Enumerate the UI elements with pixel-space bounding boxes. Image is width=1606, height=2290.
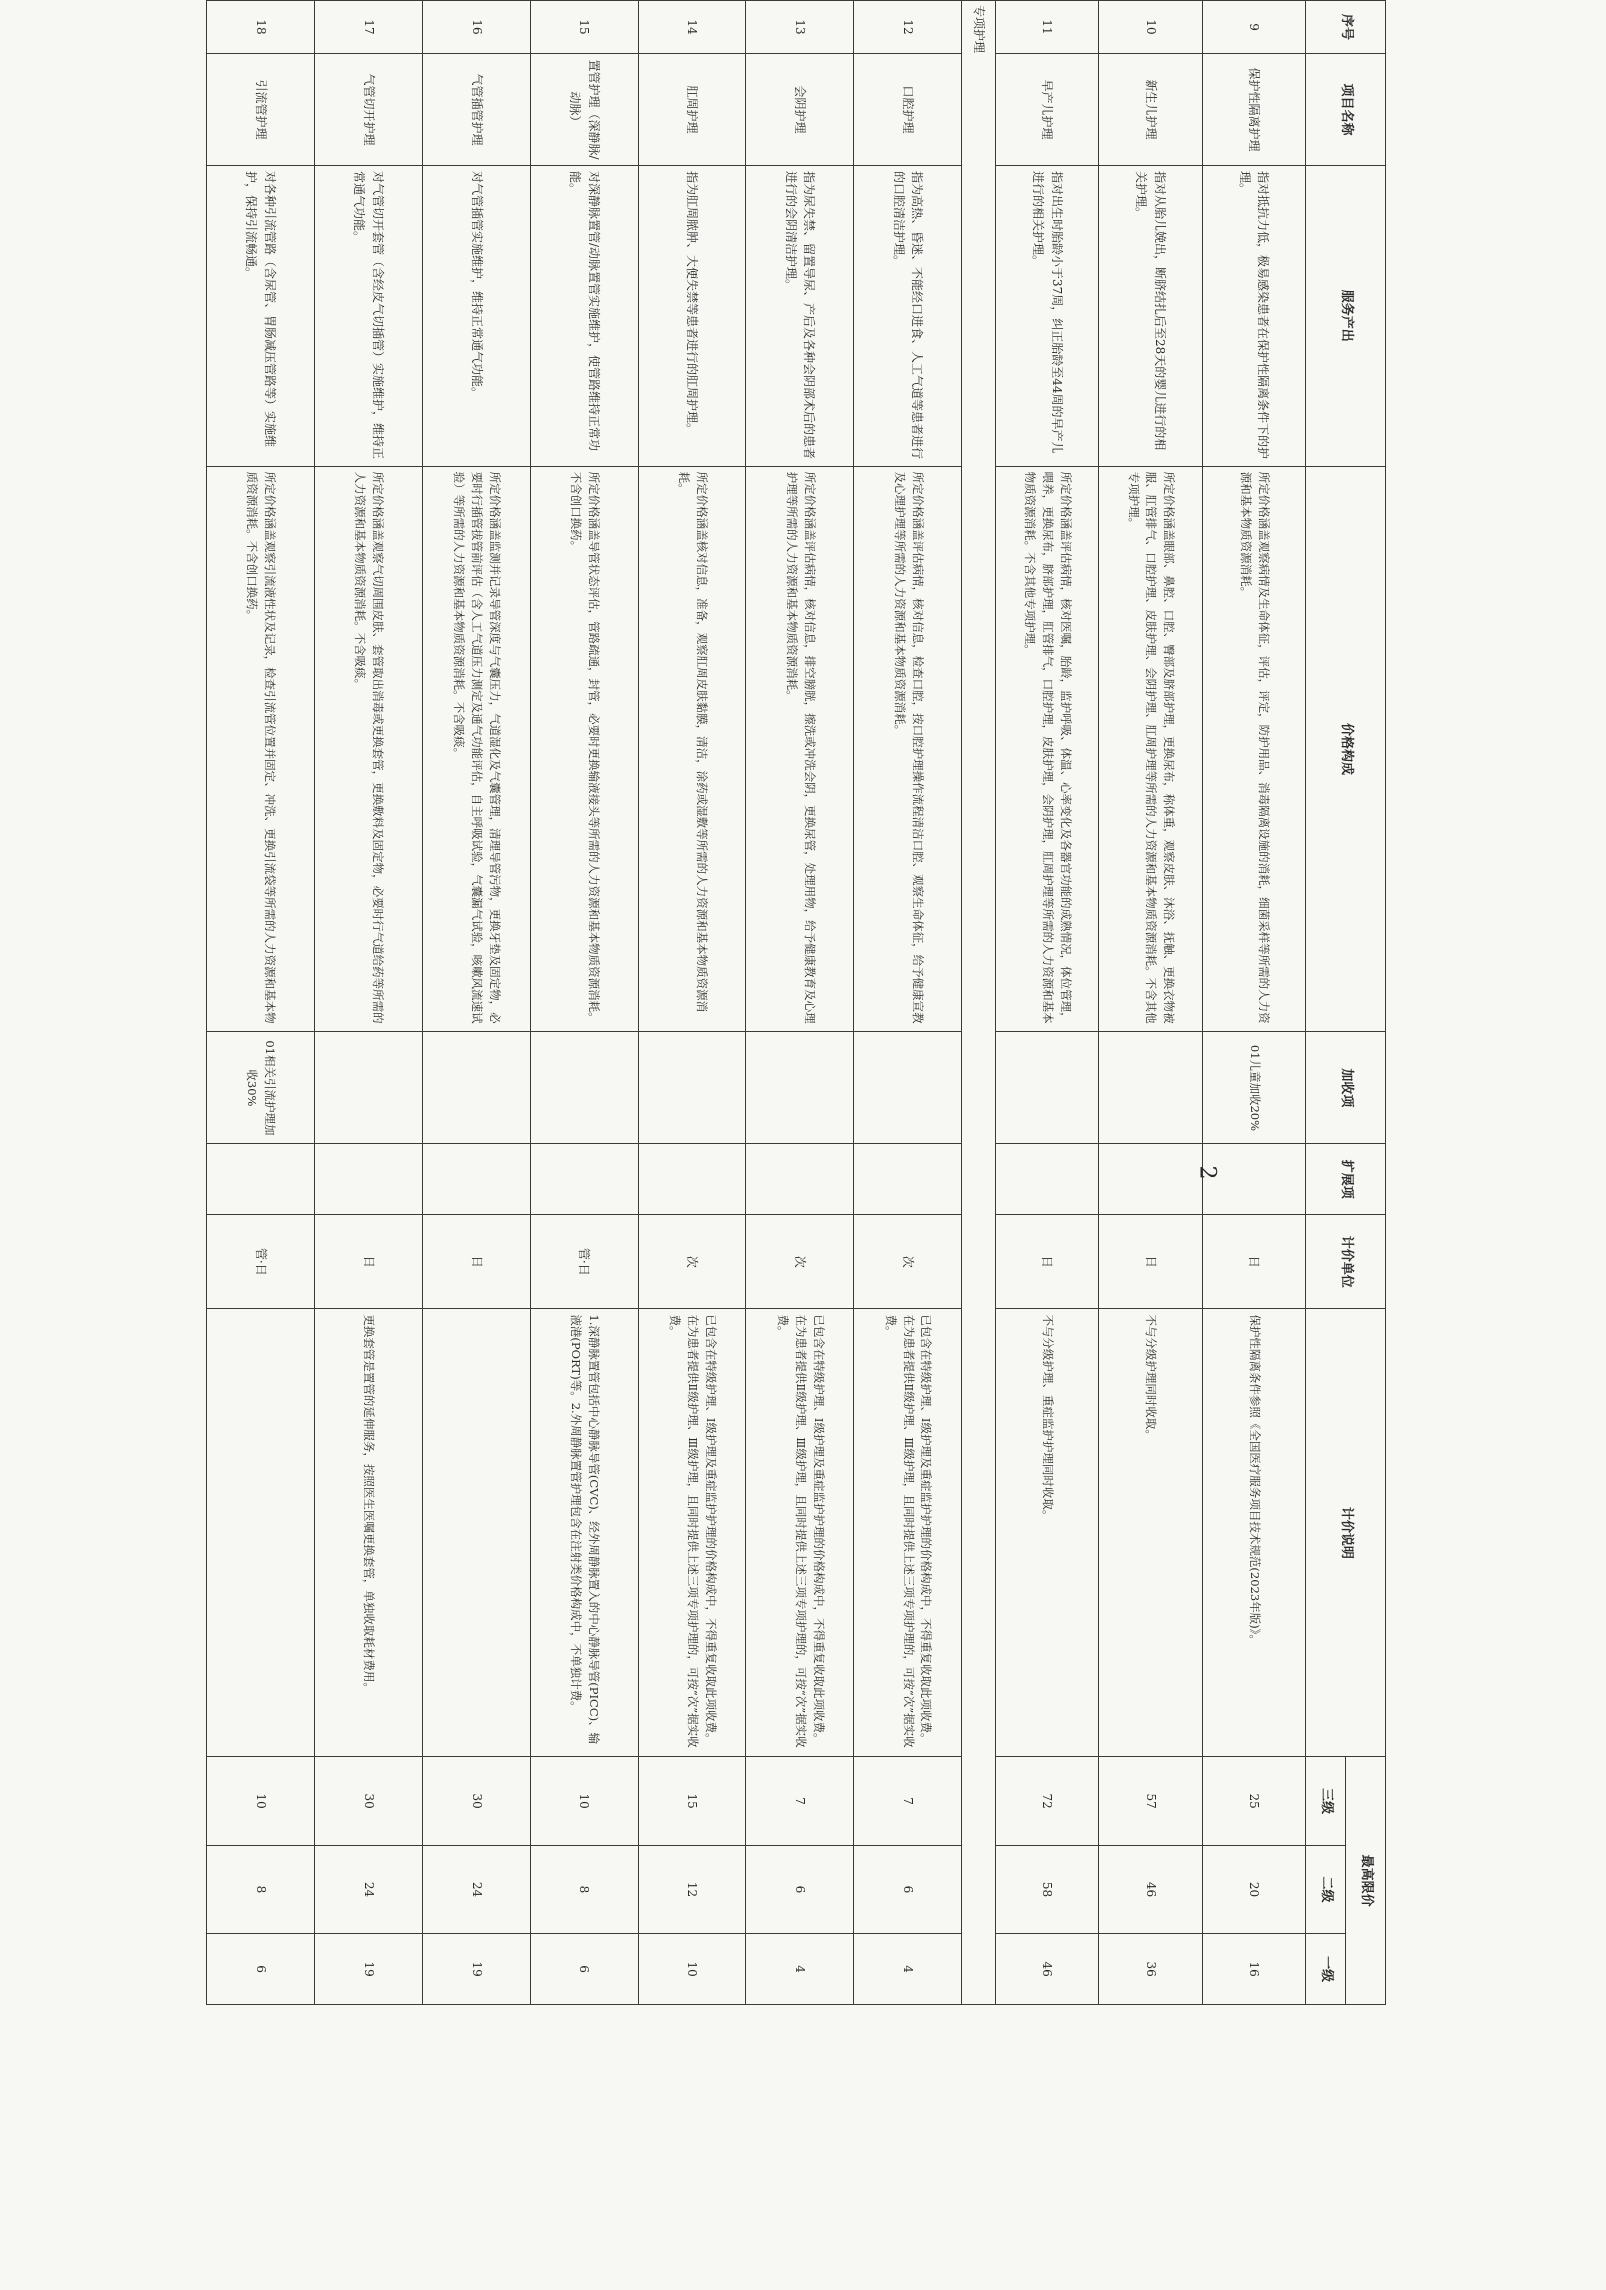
cell-composition: 所定价格涵盖监测并记录导管深度与气囊压力，气道湿化及气囊管理，清理导管污物，更换牙垫及固定物，必要时行插管拔管前评估（含人工气道压力测定及通气功能评估，自主呼吸试验，气囊漏气试验，咳嗽风流速试验）等所需的人力资源和基本物质资源消耗。不含吸痰。 xyxy=(422,466,530,1032)
cell-seq: 9 xyxy=(1202,1,1305,54)
header-addon: 加收项 xyxy=(1306,1032,1386,1144)
table-row xyxy=(207,1,315,2005)
cell-unit: 次 xyxy=(638,1215,746,1309)
table-row xyxy=(995,1,1098,2005)
cell-name: 置管护理（深静脉/动脉） xyxy=(530,54,638,166)
cell-composition: 所定价格涵盖导管状态评估，管路疏通，封管，必要时更换输液接头等所需的人力资源和基本物质资源消耗。不含创口换药。 xyxy=(530,466,638,1032)
cell-name: 气管切开护理 xyxy=(314,54,422,166)
cell-seq: 18 xyxy=(207,1,315,54)
cell-price-level3: 57 xyxy=(1099,1757,1202,1845)
cell-price-level3: 10 xyxy=(530,1757,638,1845)
section-row-group xyxy=(962,1,996,2005)
table-row xyxy=(530,1,638,2005)
rotated-table-page xyxy=(206,0,1386,2005)
header-name: 项目名称 xyxy=(1306,54,1386,166)
cell-addon xyxy=(995,1032,1098,1144)
cell-unit: 管·日 xyxy=(530,1215,638,1309)
cell-unit: 次 xyxy=(746,1215,854,1309)
cell-note: 更换套管是置管的延伸服务，按照医生医嘱更换套管，单独收取耗材费用。 xyxy=(314,1309,422,1757)
cell-price-level2: 12 xyxy=(638,1845,746,1933)
cell-price-level1: 6 xyxy=(530,1934,638,2005)
cell-seq: 10 xyxy=(1099,1,1202,54)
cell-name: 气管插管护理 xyxy=(422,54,530,166)
cell-output: 指对出生时胎龄小于37周，纠正胎龄至44周的早产儿进行的相关护理。 xyxy=(995,166,1098,467)
cell-unit: 次 xyxy=(854,1215,962,1309)
cell-price-level1: 4 xyxy=(746,1934,854,2005)
cell-extension xyxy=(854,1144,962,1215)
cell-composition: 所定价格涵盖观察引流液性状及记录，检查引流管位置并固定、冲洗、更换引流袋等所需的人力资源和基本物质资源消耗。不含创口换药。 xyxy=(207,466,315,1032)
cell-price-level2: 20 xyxy=(1202,1845,1305,1933)
cell-seq: 12 xyxy=(854,1,962,54)
cell-seq: 15 xyxy=(530,1,638,54)
cell-unit: 日 xyxy=(422,1215,530,1309)
cell-seq: 13 xyxy=(746,1,854,54)
cell-unit: 日 xyxy=(995,1215,1098,1309)
cell-addon xyxy=(746,1032,854,1144)
cell-name: 会阴护理 xyxy=(746,54,854,166)
cell-unit: 管·日 xyxy=(207,1215,315,1309)
cell-output: 指对抵抗力低，极易感染患者在保护性隔离条件下的护理。 xyxy=(1202,166,1305,467)
table-row xyxy=(638,1,746,2005)
cell-price-level2: 24 xyxy=(314,1845,422,1933)
cell-price-level3: 72 xyxy=(995,1757,1098,1845)
cell-extension xyxy=(422,1144,530,1215)
table-row xyxy=(1202,1,1305,2005)
cell-extension xyxy=(314,1144,422,1215)
cell-addon: 01儿童加收20% xyxy=(1202,1032,1305,1144)
cell-note: 保护性隔离条件参照《全国医疗服务项目技术规范(2023年版)》。 xyxy=(1202,1309,1305,1757)
cell-price-level2: 8 xyxy=(207,1845,315,1933)
table-row xyxy=(314,1,422,2005)
header-seq: 序号 xyxy=(1306,1,1386,54)
cell-price-level1: 10 xyxy=(638,1934,746,2005)
cell-price-level1: 19 xyxy=(314,1934,422,2005)
cell-addon xyxy=(1099,1032,1202,1144)
cell-addon xyxy=(854,1032,962,1144)
cell-extension xyxy=(638,1144,746,1215)
cell-output: 对各种引流管路（含尿管、胃肠减压管路等）实施维护，保持引流畅通。 xyxy=(207,166,315,467)
table-body-general xyxy=(995,1,1305,2005)
cell-price-level1: 6 xyxy=(207,1934,315,2005)
header-unit: 计价单位 xyxy=(1306,1215,1386,1309)
cell-extension xyxy=(530,1144,638,1215)
cell-extension xyxy=(1099,1144,1202,1215)
cell-name: 肛周护理 xyxy=(638,54,746,166)
cell-price-level2: 58 xyxy=(995,1845,1098,1933)
cell-price-level2: 8 xyxy=(530,1845,638,1933)
cell-addon xyxy=(422,1032,530,1144)
cell-note xyxy=(422,1309,530,1757)
header-level3: 三级 xyxy=(1306,1757,1346,1845)
cell-addon: 01相关引流护理加收30% xyxy=(207,1032,315,1144)
cell-output: 指为肛周脓肿、大便失禁等患者进行的肛周护理。 xyxy=(638,166,746,467)
cell-price-level3: 15 xyxy=(638,1757,746,1845)
header-composition: 价格构成 xyxy=(1306,466,1386,1032)
cell-price-level3: 7 xyxy=(854,1757,962,1845)
cell-name: 早产儿护理 xyxy=(995,54,1098,166)
header-level1: 一级 xyxy=(1306,1934,1346,2005)
cell-price-level2: 6 xyxy=(746,1845,854,1933)
cell-output: 对深静脉置管/动脉置管实施维护，使管路维持正常功能。 xyxy=(530,166,638,467)
cell-price-level1: 4 xyxy=(854,1934,962,2005)
cell-unit: 日 xyxy=(314,1215,422,1309)
cell-composition: 所定价格涵盖评估病情，核对信息，排空膀胱，擦洗或冲洗会阴，更换尿管，处理用物，给予健康教育及心理护理等所需的人力资源和基本物质资源消耗。 xyxy=(746,466,854,1032)
table-row xyxy=(854,1,962,2005)
cell-note xyxy=(207,1309,315,1757)
table-row xyxy=(1099,1,1202,2005)
cell-seq: 14 xyxy=(638,1,746,54)
cell-extension xyxy=(207,1144,315,1215)
cell-price-level1: 36 xyxy=(1099,1934,1202,2005)
cell-price-level1: 16 xyxy=(1202,1934,1305,2005)
cell-price-level3: 10 xyxy=(207,1757,315,1845)
cell-composition: 所定价格涵盖观察气切周围皮肤、套管取出消毒或更换套管，更换敷料及固定物，必要时行气道给药等所需的人力资源和基本物质资源消耗。不含吸痰。 xyxy=(314,466,422,1032)
cell-note: 1.深静脉置管包括中心静脉导管(CVC)、经外周静脉置入的中心静脉导管(PICC)、输液港(PORT)等。2.外周静脉置管护理包含在注射类价格构成中，不单独计费。 xyxy=(530,1309,638,1757)
cell-extension xyxy=(746,1144,854,1215)
cell-addon xyxy=(530,1032,638,1144)
header-level2: 二级 xyxy=(1306,1845,1346,1933)
cell-name: 新生儿护理 xyxy=(1099,54,1202,166)
page-number: 2 xyxy=(1194,1165,1220,1180)
cell-composition: 所定价格涵盖评估病情，核对医嘱，胎龄，监护呼吸、体温、心率变化及各器官功能的成熟情况，体位管理，喂养，更换尿布，脐部护理，肛管排气，口腔护理，皮肤护理，会阴护理，肛周护理等所需的人力资源和基本物质资源消耗。不含其他专项护理。 xyxy=(995,466,1098,1032)
cell-output: 对气管切开套管（含经皮气切插管）实施维护，维持正常通气功能。 xyxy=(314,166,422,467)
cell-note: 已包含在特级护理、Ⅰ级护理及重症监护护理的价格构成中，不得重复收取此项收费。在为患者提供Ⅱ级护理、Ⅲ级护理，且同时提供上述三项专项护理的，可按“次”据实收费。 xyxy=(746,1309,854,1757)
cell-composition: 所定价格涵盖眼部、鼻腔、口腔、臀部及脐部护理，更换尿布，称体重，观察皮肤、沐浴、抚触、更换衣物被服、肛管排气、口腔护理、皮肤护理、会阴护理、肛周护理等所需的人力资源和基本物质资源消耗。不含其他专项护理。 xyxy=(1099,466,1202,1032)
cell-composition: 所定价格涵盖评估病情，核对信息，检查口腔，按口腔护理操作流程清洁口腔、观察生命体征，给予健康宣教及心理护理等所需的人力资源和基本物质资源消耗。 xyxy=(854,466,962,1032)
table-row xyxy=(746,1,854,2005)
cell-extension xyxy=(995,1144,1098,1215)
cell-name: 保护性隔离护理 xyxy=(1202,54,1305,166)
cell-price-level3: 25 xyxy=(1202,1757,1305,1845)
cell-output: 指为高热、昏迷、不能经口进食、人工气道等患者进行的口腔清洁护理。 xyxy=(854,166,962,467)
cell-note: 已包含在特级护理、Ⅰ级护理及重症监护护理的价格构成中，不得重复收取此项收费。在为患者提供Ⅱ级护理、Ⅲ级护理，且同时提供上述三项专项护理的，可按“次”据实收费。 xyxy=(638,1309,746,1757)
cell-composition: 所定价格涵盖观察病情及生命体征，评估，评定，防护用品、消毒隔离设施的消耗，细菌采样等所需的人力资源和基本物质资源消耗。 xyxy=(1202,466,1305,1032)
cell-note: 不与分级护理同时收取。 xyxy=(1099,1309,1202,1757)
cell-composition: 所定价格涵盖核对信息，准备，观察肛周皮肤黏膜，清洁，涂药或湿敷等所需的人力资源和基本物质资源消耗。 xyxy=(638,466,746,1032)
header-output: 服务产出 xyxy=(1306,166,1386,467)
cell-price-level3: 30 xyxy=(422,1757,530,1845)
header-extension: 扩展项 xyxy=(1306,1144,1386,1215)
cell-output: 指对从胎儿娩出，断脐结扎后至28天的婴儿进行的相关护理。 xyxy=(1099,166,1202,467)
cell-price-level2: 6 xyxy=(854,1845,962,1933)
cell-name: 引流管护理 xyxy=(207,54,315,166)
cell-price-level3: 30 xyxy=(314,1757,422,1845)
cell-seq: 17 xyxy=(314,1,422,54)
table-body-special xyxy=(207,1,962,2005)
cell-unit: 日 xyxy=(1202,1215,1305,1309)
cell-seq: 11 xyxy=(995,1,1098,54)
cell-note: 已包含在特级护理、Ⅰ级护理及重症监护护理的价格构成中，不得重复收取此项收费。在为患者提供Ⅱ级护理、Ⅲ级护理，且同时提供上述三项专项护理的，可按“次”据实收费。 xyxy=(854,1309,962,1757)
cell-price-level1: 46 xyxy=(995,1934,1098,2005)
cell-price-level2: 24 xyxy=(422,1845,530,1933)
cell-name: 口腔护理 xyxy=(854,54,962,166)
cell-price-level1: 19 xyxy=(422,1934,530,2005)
cell-price-level3: 7 xyxy=(746,1757,854,1845)
section-label: 专项护理 xyxy=(962,1,996,2005)
pricing-table xyxy=(206,0,1386,2005)
cell-price-level2: 46 xyxy=(1099,1845,1202,1933)
header-max-price: 最高限价 xyxy=(1346,1757,1386,2005)
cell-addon xyxy=(314,1032,422,1144)
header-note: 计价说明 xyxy=(1306,1309,1386,1757)
cell-unit: 日 xyxy=(1099,1215,1202,1309)
cell-addon xyxy=(638,1032,746,1144)
cell-output: 指为尿失禁、留置导尿、产后及各种会阴部术后的患者进行的会阴清洁护理。 xyxy=(746,166,854,467)
cell-note: 不与分级护理、重症监护护理同时收取。 xyxy=(995,1309,1098,1757)
cell-seq: 16 xyxy=(422,1,530,54)
table-row xyxy=(422,1,530,2005)
cell-output: 对气管插管实施维护，维持正常通气功能。 xyxy=(422,166,530,467)
